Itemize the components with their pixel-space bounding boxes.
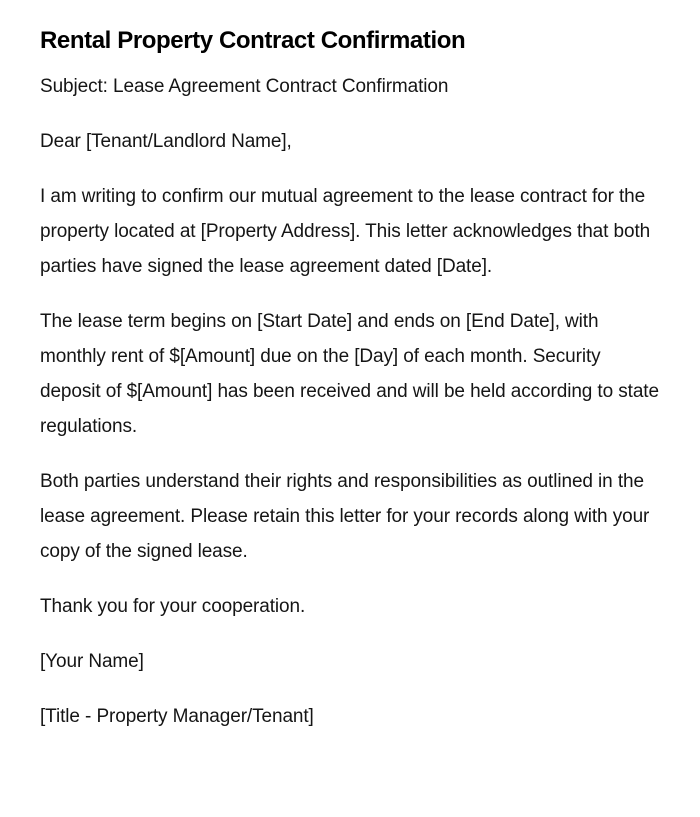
signature-title: [Title - Property Manager/Tenant] — [40, 706, 314, 727]
body-paragraph-lease-terms: The lease term begins on [Start Date] and ends on [End Date], with monthly rent of $[Amount] due on the [Day] of each month. Security deposit of $[Amount] has been received and will be held according to state regulations. — [40, 311, 659, 437]
subject-line: Subject: Lease Agreement Contract Confirmation — [40, 76, 449, 97]
closing-line: Thank you for your cooperation. — [40, 596, 306, 617]
signature-name: [Your Name] — [40, 651, 144, 672]
body-paragraph-confirmation: I am writing to confirm our mutual agreement to the lease contract for the property located at [Property Address]. This letter acknowledges that both parties have signed the lease agreement dated [Date]. — [40, 186, 651, 277]
greeting: Dear [Tenant/Landlord Name], — [40, 131, 292, 152]
body-paragraph-responsibilities: Both parties understand their rights and responsibilities as outlined in the lease agreement. Please retain this letter for your records along with your copy of the signed lease. — [40, 471, 650, 562]
document-title: Rental Property Contract Confirmation — [40, 27, 466, 54]
